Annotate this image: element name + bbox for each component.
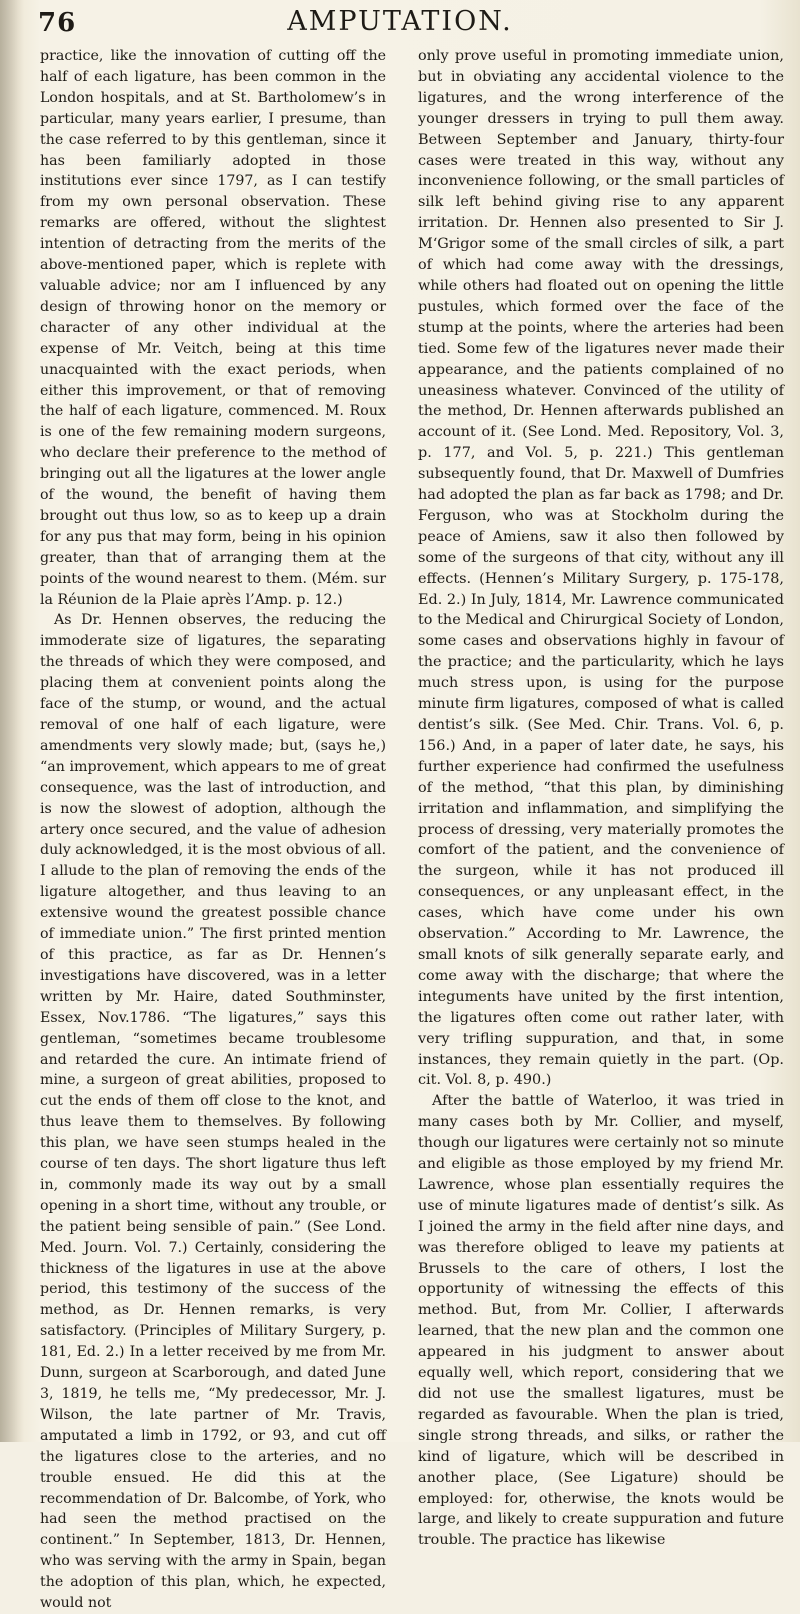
left-paragraph-2: As Dr. Hennen observes, the reducing the immoderate size of ligatures, the separating the threads of which they were composed, and placing them at convenient points along the face of the stump, or wound, and the actual removal of one half of each ligature, were amendments very slowly made; but, (says he,) “an improvement, which appears to me of great consequence, was the last of introduction, and is now the slowest of adoption, although the artery once secured, and the value of adhesion duly acknowledged, it is the most obvious of all. I allude to the plan of removing the ends of the ligature altogether, and thus leaving to an extensive wound the greatest possible chance of immediate union.” The first printed mention of this practice, as far as Dr. Hennen’s investigations have discovered, was in a letter written by Mr. Haire, dated Southminster, Essex, Nov.1786. “The ligatures,” says this gentleman, “sometimes became troublesome and retarded the cure. An intimate friend of mine, a surgeon of great abilities, proposed to cut the ends of them off close to the knot, and thus leave them to themselves. By following this plan, we have seen stumps healed in the course of ten days. The short ligature thus left in, commonly made its way out by a small opening in a short time, without any trouble, or the patient being sensible of pain.” (See Lond. Med. Journ. Vol. 7.) Certainly, considering the thickness of the ligatures in use at the above period, this testimony of the success of the method, as Dr. Hennen remarks, is very satisfactory. (Principles of Military Surgery, p. 181, Ed. 2.) In a letter received by me from Mr. Dunn, surgeon at Scarborough, and dated June 3, 1819, he tells me, “My predecessor, Mr. J. Wilson, the late partner of Mr. Travis, amputated a limb in 1792, or 93, and cut off the ligatures close to the arteries, and no trouble ensued. He did this at the recommendation of Dr. Balcombe, of York, who had seen the method practised on the continent.” In September, 1813, Dr. Hennen, who was serving with the army in Spain, began the adoption of this plan, which, he expected, would not bbox=[40, 612, 387, 1612]
page-header bbox=[0, 2, 800, 46]
running-title: AMPUTATION. bbox=[287, 6, 513, 37]
page-number: 76 bbox=[38, 8, 77, 38]
left-text-column bbox=[40, 46, 387, 1612]
right-paragraph-2: After the battle of Waterloo, it was tried in many cases both by Mr. Collier, and myself, though our ligatures were certainly not so minute and eligible as those employed by my friend Mr. Lawrence, whose plan essentially requires the use of minute ligatures made of dentist’s silk. As I joined the army in the field after nine days, and was therefore obliged to leave my patients at Brussels to the care of others, I lost the opportunity of witnessing the effects of this method. But, from Mr. Collier, I afterwards learned, that the new plan and the common one appeared in his judgment to answer about equally well, which report, considering that we did not use the smallest ligatures, must be regarded as favourable. When the plan is tried, single strong threads, and silks, or rather the kind of ligature, which will be described in another place, (See Ligature) should be employed: for, otherwise, the knots would be large, and likely to create suppuration and future trouble. The practice has likewise bbox=[418, 1093, 784, 1549]
binding-shadow bbox=[0, 0, 24, 1442]
left-paragraph-1: practice, like the innovation of cutting off the half of each ligature, has been common in the London hospitals, and at St. Bartholomew’s in particular, many years earlier, I presume, than the case referred to by this gentleman, since it has been familiarly adopted in those institutions ever since 1797, as I can testify from my own personal observation. These remarks are offered, without the slightest intention of detracting from the merits of the above-mentioned paper, which is replete with valuable advice; nor am I influenced by any design of throwing honor on the memory or character of any other individual at the expense of Mr. Veitch, being at this time unacquainted with the exact periods, when either this improvement, or that of removing the half of each ligature, commenced. M. Roux is one of the few remaining modern surgeons, who declare their preference to the method of bringing out all the ligatures at the lower angle of the wound, the benefit of having them brought out thus low, so as to keep up a drain for any pus that may form, being in his opinion greater, than that of arranging them at the points of the wound nearest to them. (Mém. sur la Réunion de la Plaie après l’Amp. p. 12.) bbox=[40, 48, 386, 608]
right-paragraph-1: only prove useful in promoting immediate union, but in obviating any accidental violence to the ligatures, and the wrong interference of the younger dressers in trying to pull them away. Between September and January, thirty-four cases were treated in this way, without any inconvenience following, or the small particles of silk left behind giving rise to any apparent irritation. Dr. Hennen also presented to Sir J. M‘Grigor some of the small circles of silk, a part of which had come away with the dressings, while others had floated out on opening the little pustules, which formed over the face of the stump at the points, where the arteries had been tied. Some few of the ligatures never made their appearance, and the patients complained of no uneasiness whatever. Convinced of the utility of the method, Dr. Hennen afterwards published an account of it. (See Lond. Med. Repository, Vol. 3, p. 177, and Vol. 5, p. 221.) This gentleman subsequently found, that Dr. Maxwell of Dumfries had adopted the plan as far back as 1798; and Dr. Ferguson, who was at Stockholm during the peace of Amiens, saw it also then followed by some of the surgeons of that city, without any ill effects. (Hennen’s Military Surgery, p. 175-178, Ed. 2.) In July, 1814, Mr. Lawrence communicated to the Medical and Chirurgical Society of London, some cases and observations highly in favour of the practice; and the particularity, which he lays much stress upon, is using for the purpose minute firm ligatures, composed of what is called dentist’s silk. (See Med. Chir. Trans. Vol. 6, p. 156.) And, in a paper of later date, he says, his further experience had confirmed the usefulness of the method, “that this plan, by diminishing irritation and inflammation, and simplifying the process of dressing, very materially promotes the comfort of the patient, and the convenience of the surgeon, while it has not produced ill consequences, or any unpleasant effect, in the cases, which have come under his own observation.” According to Mr. Lawrence, the small knots of silk generally separate early, and come away with the discharge; that where the integuments have united by the first intention, the ligatures often come out rather later, with very trifling suppuration, and that, in some instances, they remain quietly in the part. (Op. cit. Vol. 8, p. 490.) bbox=[418, 48, 784, 1089]
right-text-column bbox=[418, 46, 784, 1549]
